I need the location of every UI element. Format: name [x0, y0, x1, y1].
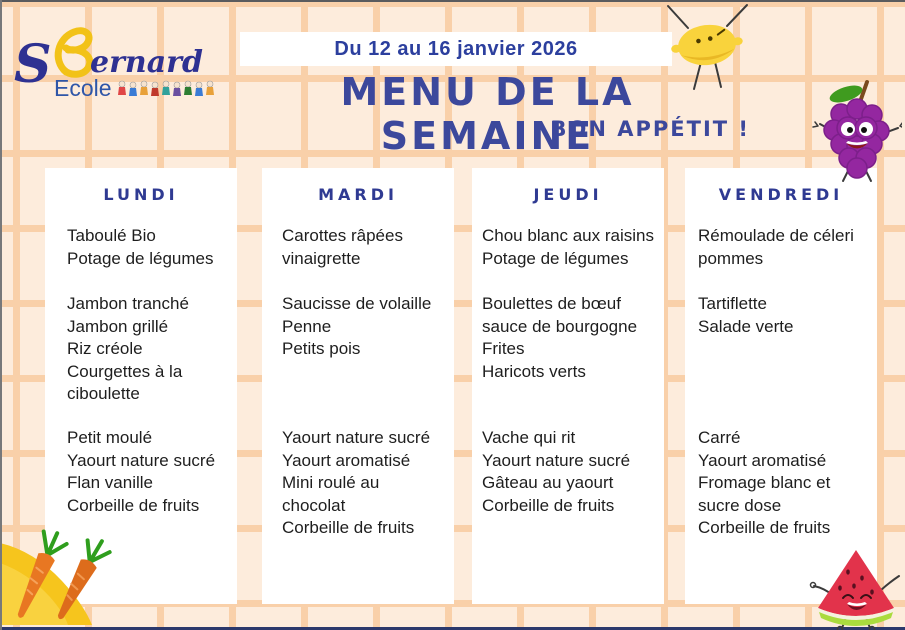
day-column-jeudi: [472, 168, 664, 604]
menu-item: Courgettes à la: [67, 361, 183, 381]
menu-item: Penne: [282, 316, 332, 336]
day-column-mardi: [262, 168, 454, 604]
day-header-lundi: LUNDI: [103, 185, 179, 204]
vendredi-dessert-group: [685, 427, 877, 540]
menu-item: Vache qui rit: [482, 428, 576, 447]
menu-item: Yaourt nature sucré: [482, 450, 631, 470]
menu-item: Haricots verts: [482, 361, 586, 381]
menu-item: Yaourt nature sucré: [282, 428, 431, 447]
carrots-illustration: [0, 529, 128, 630]
menu-item: ciboulette: [67, 384, 140, 403]
menu-item: Yaourt aromatisé: [282, 450, 411, 470]
menu-item: Jambon tranché: [67, 294, 189, 313]
date-banner: [240, 32, 672, 66]
menu-item: Salade verte: [698, 316, 794, 336]
mardi-dessert-group: [262, 427, 454, 540]
lundi-starter-group: [45, 225, 237, 270]
school-logo: [14, 26, 229, 106]
menu-item: Flan vanille: [67, 473, 153, 492]
menu-item: Yaourt aromatisé: [698, 450, 827, 470]
menu-item: Corbeille de fruits: [482, 495, 615, 515]
window-left-edge: [0, 0, 2, 630]
menu-item: vinaigrette: [282, 248, 361, 268]
page-title: MENU DE LA SEMAINE: [340, 70, 635, 158]
menu-item: Jambon grillé: [67, 316, 169, 336]
logo-name: ernard: [90, 45, 203, 80]
grapes-character: [810, 78, 902, 188]
menu-item: Riz créole: [67, 339, 143, 358]
vendredi-starter-group: [685, 225, 877, 270]
date-range-text: Du 12 au 16 janvier 2026: [334, 37, 578, 60]
menu-item: Rémoulade de céleri: [698, 226, 854, 245]
page-subtitle: BON APPÉTIT !: [550, 117, 750, 141]
menu-item: Tartiflette: [698, 294, 767, 313]
day-header-vendredi: VENDREDI: [718, 185, 844, 204]
menu-item: Petit moulé: [67, 428, 153, 447]
menu-item: Yaourt nature sucré: [67, 450, 216, 470]
lundi-dessert-group: [45, 427, 237, 517]
menu-item: Corbeille de fruits: [67, 495, 200, 515]
menu-item: Boulettes de bœuf: [482, 294, 621, 313]
mardi-starter-group: [262, 225, 454, 270]
school-logo-graphic: [14, 26, 229, 106]
jeudi-dessert-group: [472, 427, 664, 517]
menu-item: chocolat: [282, 495, 346, 515]
jeudi-starter-group: [472, 225, 664, 270]
lemon-character: [655, 2, 760, 97]
menu-item: sauce de bourgogne: [482, 316, 638, 336]
menu-item: Fromage blanc et: [698, 473, 831, 492]
menu-item: Carré: [698, 428, 741, 447]
logo-b-ribbon: [58, 31, 90, 75]
menu-item: Corbeille de fruits: [282, 518, 415, 537]
school-kids-illustration: [118, 81, 214, 96]
menu-item: Chou blanc aux raisins: [482, 226, 654, 245]
logo-initial: S: [14, 34, 52, 95]
vendredi-main-group: [685, 293, 877, 338]
menu-item: sucre dose: [698, 495, 782, 515]
menu-item: pommes: [698, 248, 764, 268]
mardi-main-group: [262, 293, 454, 361]
menu-item: Gâteau au yaourt: [482, 473, 614, 492]
window-top-edge: [0, 0, 905, 2]
jeudi-main-group: [472, 293, 664, 383]
menu-item: Saucisse de volaille: [282, 294, 432, 313]
day-header-mardi: MARDI: [318, 185, 398, 204]
menu-item: Carottes râpées: [282, 226, 403, 245]
lundi-main-group: [45, 293, 237, 406]
watermelon-character: [806, 548, 905, 630]
logo-school-label: Ecole: [54, 75, 112, 101]
menu-item: Frites: [482, 339, 525, 358]
menu-item: Mini roulé au: [282, 473, 380, 492]
menu-item: Petits pois: [282, 339, 361, 358]
menu-item: Taboulé Bio: [67, 226, 156, 245]
day-header-jeudi: JEUDI: [533, 185, 603, 204]
day-column-vendredi: [685, 168, 877, 604]
menu-item: Corbeille de fruits: [698, 518, 831, 537]
menu-item: Potage de légumes: [482, 248, 629, 268]
menu-item: Potage de légumes: [67, 248, 214, 268]
